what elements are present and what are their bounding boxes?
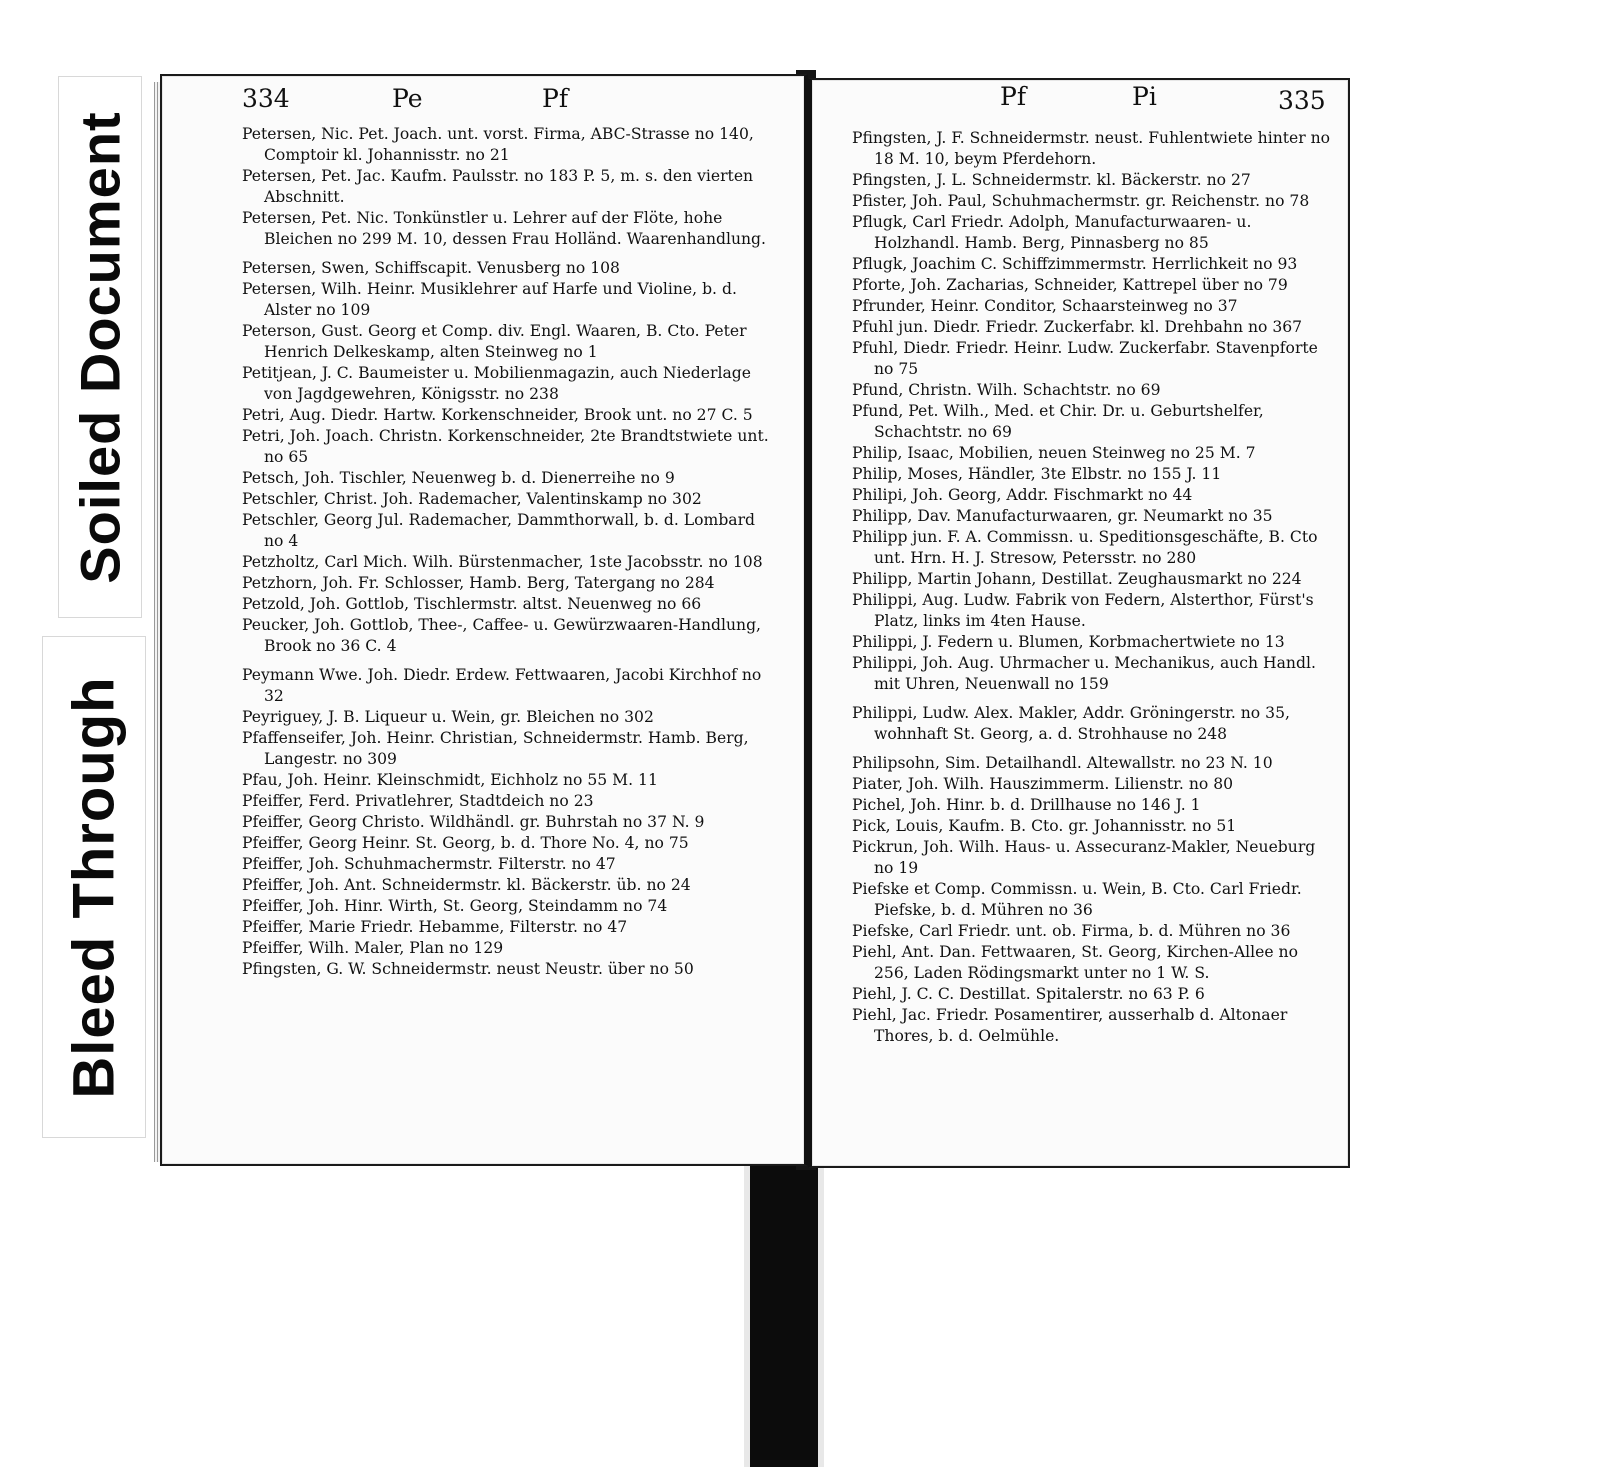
soiled-document-label xyxy=(58,76,142,618)
directory-entry: Pfeiffer, Georg Heinr. St. Georg, b. d. Thore No. 4, no 75 xyxy=(242,834,689,852)
directory-entry: Pfaffenseifer, Joh. Heinr. Christian, Schneidermstr. Hamb. Berg, Langestr. no 309 xyxy=(242,729,749,768)
directory-entry: Peucker, Joh. Gottlob, Thee-, Caffee- u. Gewürzwaaren-Handlung, Brook no 36 C. 4 xyxy=(242,616,762,655)
soiled-document-text: Soiled Document xyxy=(68,110,132,584)
directory-entry: Pfeiffer, Joh. Ant. Schneidermstr. kl. Bäckerstr. üb. no 24 xyxy=(242,876,691,894)
left-head-letters-2: Pf xyxy=(542,84,569,113)
directory-entry: Philippi, J. Federn u. Blumen, Korbmachertwiete no 13 xyxy=(852,633,1285,651)
right-head-letters-1: Pf xyxy=(1000,82,1027,111)
directory-entry: Peymann Wwe. Joh. Diedr. Erdew. Fettwaaren, Jacobi Kirchhof no 32 xyxy=(242,666,762,705)
spine-edge-left xyxy=(744,1150,750,1467)
directory-entry: Piehl, Ant. Dan. Fettwaaren, St. Georg, Kirchen-Allee no 256, Laden Rödingsmarkt unter no 1 W. S. xyxy=(852,943,1298,982)
directory-entry: Petersen, Swen, Schiffscapit. Venusberg no 108 xyxy=(242,259,620,277)
directory-entry: Philipsohn, Sim. Detailhandl. Altewallstr. no 23 N. 10 xyxy=(852,754,1273,772)
directory-entry: Philipp, Martin Johann, Destillat. Zeughausmarkt no 224 xyxy=(852,570,1302,588)
directory-entry: Petitjean, J. C. Baumeister u. Mobilienmagazin, auch Niederlage von Jagdgewehren, Königsstr. no 238 xyxy=(242,364,751,403)
directory-entry: Pfuhl jun. Diedr. Friedr. Zuckerfabr. kl. Drehbahn no 367 xyxy=(852,318,1303,336)
directory-entry: Petersen, Pet. Jac. Kaufm. Paulsstr. no 183 P. 5, m. s. den vierten Abschnitt. xyxy=(242,167,754,206)
right-page xyxy=(808,78,1350,1168)
directory-entry: Philippi, Joh. Aug. Uhrmacher u. Mechanikus, auch Handl. mit Uhren, Neuenwall no 159 xyxy=(852,654,1316,693)
spine-edge-right xyxy=(818,1150,824,1467)
directory-entry: Pforte, Joh. Zacharias, Schneider, Kattrepel über no 79 xyxy=(852,276,1288,294)
directory-entry: Petzholtz, Carl Mich. Wilh. Bürstenmacher, 1ste Jacobsstr. no 108 xyxy=(242,553,763,571)
directory-entry: Petschler, Christ. Joh. Rademacher, Valentinskamp no 302 xyxy=(242,490,702,508)
directory-entry: Piater, Joh. Wilh. Hauszimmerm. Lilienstr. no 80 xyxy=(852,775,1234,793)
directory-entry: Petzhorn, Joh. Fr. Schlosser, Hamb. Berg, Tatergang no 284 xyxy=(242,574,715,592)
right-head-letters-2: Pi xyxy=(1132,82,1157,111)
left-page-header xyxy=(162,76,804,124)
directory-entry: Philipi, Joh. Georg, Addr. Fischmarkt no 44 xyxy=(852,486,1193,504)
directory-entry: Peyriguey, J. B. Liqueur u. Wein, gr. Bleichen no 302 xyxy=(242,708,654,726)
directory-entry: Pfeiffer, Georg Christo. Wildhändl. gr. Buhrstah no 37 N. 9 xyxy=(242,813,705,831)
directory-entry: Pfund, Pet. Wilh., Med. et Chir. Dr. u. Geburtshelfer, Schachtstr. no 69 xyxy=(852,402,1264,441)
directory-entry: Pflugk, Carl Friedr. Adolph, Manufacturwaaren- u. Holzhandl. Hamb. Berg, Pinnasberg no 85 xyxy=(852,213,1252,252)
bleed-through-label xyxy=(42,636,146,1138)
directory-entry: Petri, Aug. Diedr. Hartw. Korkenschneider, Brook unt. no 27 C. 5 xyxy=(242,406,753,424)
right-entry-list xyxy=(812,128,1348,1047)
directory-entry: Pfund, Christn. Wilh. Schachtstr. no 69 xyxy=(852,381,1161,399)
spine-shadow xyxy=(750,1150,818,1467)
directory-entry: Pfingsten, G. W. Schneidermstr. neust Neustr. über no 50 xyxy=(242,960,694,978)
directory-entry: Philip, Isaac, Mobilien, neuen Steinweg no 25 M. 7 xyxy=(852,444,1256,462)
directory-entry: Pfeiffer, Wilh. Maler, Plan no 129 xyxy=(242,939,504,957)
left-page-number: 334 xyxy=(242,84,290,113)
directory-entry: Petzold, Joh. Gottlob, Tischlermstr. altst. Neuenweg no 66 xyxy=(242,595,702,613)
directory-entry: Pfuhl, Diedr. Friedr. Heinr. Ludw. Zuckerfabr. Stavenpforte no 75 xyxy=(852,339,1318,378)
right-page-header xyxy=(812,80,1348,128)
left-page xyxy=(160,74,808,1166)
directory-entry: Peterson, Gust. Georg et Comp. div. Engl. Waaren, B. Cto. Peter Henrich Delkeskamp, alten Steinweg no 1 xyxy=(242,322,747,361)
directory-entry: Petersen, Nic. Pet. Joach. unt. vorst. Firma, ABC-Strasse no 140, Comptoir kl. Johannisstr. no 21 xyxy=(242,125,754,164)
left-head-letters-1: Pe xyxy=(392,84,423,113)
directory-entry: Pickrun, Joh. Wilh. Haus- u. Assecuranz-Makler, Neueburg no 19 xyxy=(852,838,1316,877)
directory-entry: Petsch, Joh. Tischler, Neuenweg b. d. Dienerreihe no 9 xyxy=(242,469,675,487)
bleed-through-text: Bleed Through xyxy=(61,675,127,1099)
directory-entry: Pfingsten, J. F. Schneidermstr. neust. Fuhlentwiete hinter no 18 M. 10, beym Pferdehorn. xyxy=(852,129,1331,168)
directory-entry: Pfeiffer, Ferd. Privatlehrer, Stadtdeich no 23 xyxy=(242,792,594,810)
directory-entry: Petri, Joh. Joach. Christn. Korkenschneider, 2te Brandtstwiete unt. no 65 xyxy=(242,427,769,466)
directory-entry: Philippi, Aug. Ludw. Fabrik von Federn, Alsterthor, Fürst's Platz, links im 4ten Hause. xyxy=(852,591,1314,630)
directory-entry: Pfrunder, Heinr. Conditor, Schaarsteinweg no 37 xyxy=(852,297,1238,315)
directory-entry: Philipp, Dav. Manufacturwaaren, gr. Neumarkt no 35 xyxy=(852,507,1273,525)
directory-entry: Pfister, Joh. Paul, Schuhmachermstr. gr. Reichenstr. no 78 xyxy=(852,192,1310,210)
directory-entry: Pfeiffer, Marie Friedr. Hebamme, Filterstr. no 47 xyxy=(242,918,628,936)
directory-entry: Pick, Louis, Kaufm. B. Cto. gr. Johannisstr. no 51 xyxy=(852,817,1237,835)
directory-entry: Philipp jun. F. A. Commissn. u. Speditionsgeschäfte, B. Cto unt. Hrn. H. J. Stresow, Petersstr. no 280 xyxy=(852,528,1318,567)
left-entry-list xyxy=(162,124,804,980)
directory-entry: Piefske et Comp. Commissn. u. Wein, B. Cto. Carl Friedr. Piefske, b. d. Mühren no 36 xyxy=(852,880,1302,919)
directory-entry: Pflugk, Joachim C. Schiffzimmermstr. Herrlichkeit no 93 xyxy=(852,255,1298,273)
directory-entry: Pfeiffer, Joh. Schuhmachermstr. Filterstr. no 47 xyxy=(242,855,616,873)
directory-entry: Pichel, Joh. Hinr. b. d. Drillhause no 146 J. 1 xyxy=(852,796,1201,814)
directory-entry: Pfau, Joh. Heinr. Kleinschmidt, Eichholz no 55 M. 11 xyxy=(242,771,658,789)
directory-entry: Petschler, Georg Jul. Rademacher, Dammthorwall, b. d. Lombard no 4 xyxy=(242,511,756,550)
directory-entry: Petersen, Wilh. Heinr. Musiklehrer auf Harfe und Violine, b. d. Alster no 109 xyxy=(242,280,737,319)
right-page-number: 335 xyxy=(1278,86,1326,115)
directory-entry: Piehl, Jac. Friedr. Posamentirer, ausserhalb d. Altonaer Thores, b. d. Oelmühle. xyxy=(852,1006,1288,1045)
directory-entry: Petersen, Pet. Nic. Tonkünstler u. Lehrer auf der Flöte, hohe Bleichen no 299 M. 10, dessen Frau Holländ. Waarenhandlung. xyxy=(242,209,766,248)
directory-entry: Piefske, Carl Friedr. unt. ob. Firma, b. d. Mühren no 36 xyxy=(852,922,1291,940)
directory-entry: Pfingsten, J. L. Schneidermstr. kl. Bäckerstr. no 27 xyxy=(852,171,1251,189)
directory-entry: Philip, Moses, Händler, 3te Elbstr. no 155 J. 11 xyxy=(852,465,1222,483)
directory-entry: Pfeiffer, Joh. Hinr. Wirth, St. Georg, Steindamm no 74 xyxy=(242,897,668,915)
directory-entry: Philippi, Ludw. Alex. Makler, Addr. Gröningerstr. no 35, wohnhaft St. Georg, a. d. Strohhause no 248 xyxy=(852,704,1290,743)
directory-entry: Piehl, J. C. C. Destillat. Spitalerstr. no 63 P. 6 xyxy=(852,985,1205,1003)
